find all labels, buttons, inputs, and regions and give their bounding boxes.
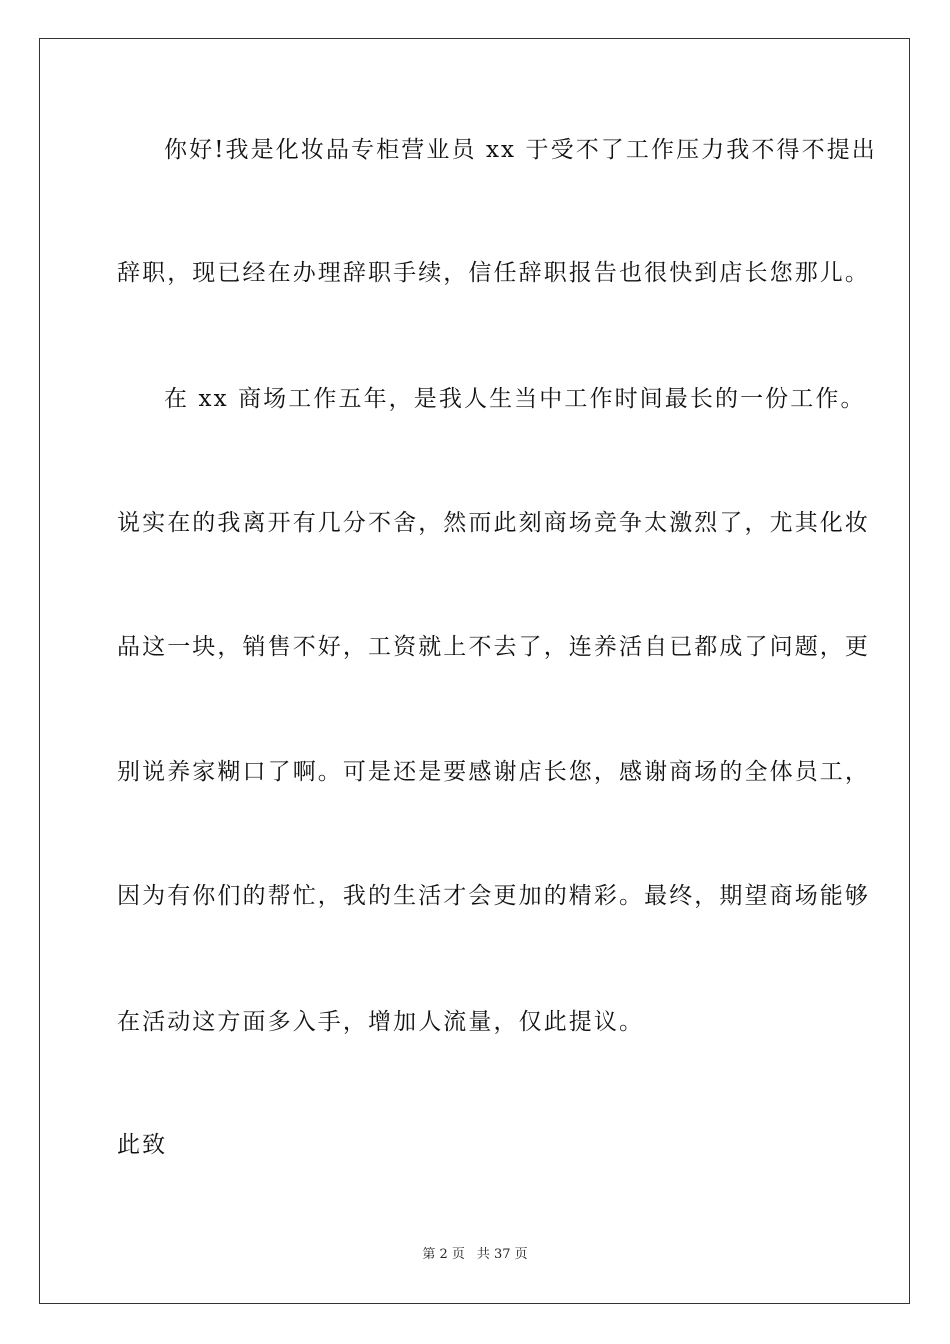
paragraph-line-8: 在活动这方面多入手，增加人流量，仅此提议。 — [117, 1009, 645, 1035]
paragraph-line-5: 品这一块，销售不好，工资就上不去了，连养活自已都成了问题，更 — [117, 634, 870, 660]
paragraph-line-3: 在 xx 商场工作五年，是我人生当中工作时间最长的一份工作。 — [164, 386, 866, 412]
paragraph-line-6: 别说养家糊口了啊。可是还是要感谢店长您，感谢商场的全体员工， — [117, 759, 870, 785]
page-footer — [0, 1247, 950, 1263]
page-number: 第 2 页 — [422, 1247, 465, 1262]
page-total: 共 37 页 — [476, 1247, 528, 1262]
paragraph-line-7: 因为有你们的帮忙，我的生活才会更加的精彩。最终，期望商场能够 — [117, 883, 870, 909]
paragraph-line-2: 辞职，现已经在办理辞职手续，信任辞职报告也很快到店长您那儿。 — [117, 260, 870, 286]
paragraph-line-4: 说实在的我离开有几分不舍，然而此刻商场竞争太激烈了，尤其化妆 — [117, 510, 870, 536]
page-border — [39, 38, 910, 1304]
paragraph-line-1: 你好!我是化妆品专柜营业员 xx 于受不了工作压力我不得不提出 — [164, 137, 877, 163]
closing-salutation: 此致 — [117, 1132, 168, 1158]
